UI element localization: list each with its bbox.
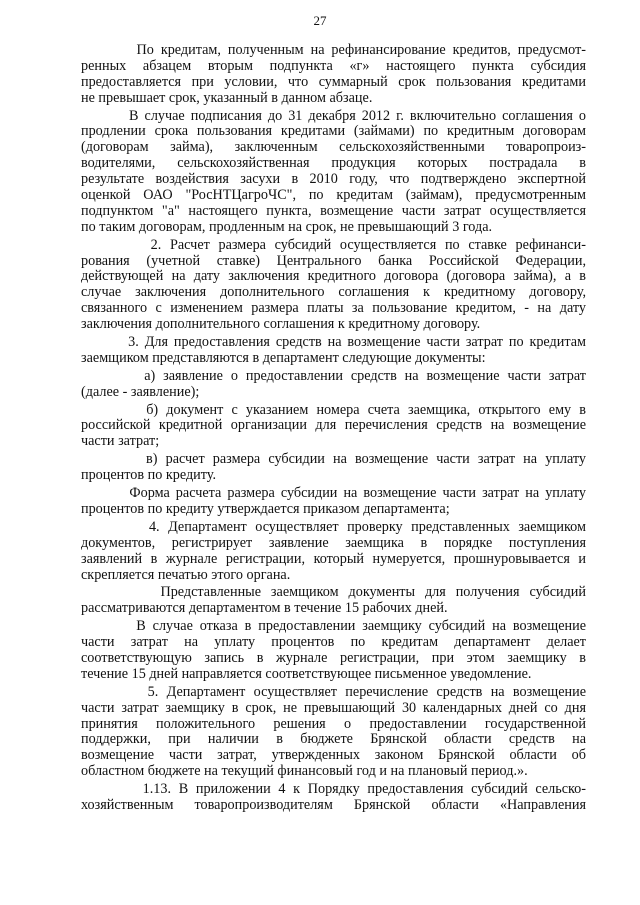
text-line: Форма расчета размера субсидии на возмещение части затрат на уплату	[81, 485, 586, 502]
text-line: заключения дополнительного соглашения к кредитному договору.	[81, 316, 481, 333]
text-line: результате воздействия засухи в 2010 году, что подтверждено экспертной	[81, 171, 586, 188]
text-line: подпунктом "а" настоящего пункта, возмещение части затрат осуществляется	[81, 202, 586, 219]
text-line: течение 15 дней направляется соответствующее письменное уведомление.	[81, 665, 532, 682]
text-line: В случае подписания до 31 декабря 2012 г. включительно соглашения о	[81, 107, 586, 124]
paragraph	[81, 335, 586, 367]
text-line: б) документ с указанием номера счета заемщика, открытого ему в	[81, 401, 586, 418]
paragraph	[81, 403, 586, 451]
paragraph	[81, 369, 586, 401]
text-line: части затрат на уплату процентов по кредитам департамент делает	[81, 634, 586, 651]
paragraph	[81, 782, 586, 814]
text-line: случае заключения дополнительного соглашения к кредитному договору,	[81, 284, 586, 301]
text-line: документов, регистрирует заявление заемщика в порядке поступления	[81, 534, 586, 551]
text-line: (договорам займа), заключенным сельскохозяйственными товаропроиз-	[81, 139, 586, 156]
page-number: 27	[313, 13, 327, 28]
paragraph	[81, 486, 586, 518]
text-line: хозяйственным товаропроизводителям Брянской области «Направления	[81, 796, 586, 813]
text-line: водителями, сельскохозяйственная продукция которых пострадала в	[81, 155, 586, 172]
paragraph	[81, 685, 586, 780]
text-line: предоставляется при условии, что суммарный срок пользования кредитами	[81, 73, 586, 90]
paragraph	[81, 109, 586, 236]
text-line: соответствующую запись в журнале регистрации, при этом заемщику в	[81, 649, 586, 666]
paragraph	[81, 43, 586, 107]
text-line: оценкой ОАО "РосНТЦагроЧС", по кредитам (займам), предусмотренным	[81, 187, 586, 204]
text-line: не превышает срок, указанный в данном абзаце.	[81, 89, 373, 106]
paragraph	[81, 585, 586, 617]
text-line: 4. Департамент осуществляет проверку представленных заемщиком	[81, 518, 586, 535]
text-line: связанного с изменением размера платы за пользование кредитом, - на дату	[81, 300, 586, 317]
text-line: поддержки, при наличии в бюджете Брянской области средств на	[81, 731, 586, 748]
text-line: части затрат заемщику в срок, не превышающий 30 календарных дней со дня	[81, 699, 586, 716]
text-line: по таким договорам, продленным на срок, не превышающий 3 года.	[81, 218, 493, 235]
text-line: процентов по кредиту.	[81, 467, 216, 484]
text-line: По кредитам, полученным на рефинансирование кредитов, предусмот-	[81, 42, 586, 58]
text-line: рассматриваются департаментом в течение 15 рабочих дней.	[81, 600, 448, 617]
document-body	[81, 43, 586, 816]
text-line: 2. Расчет размера субсидий осуществляется по ставке рефинанси-	[81, 236, 586, 253]
text-line: областном бюджете на текущий финансовый год и на плановый период.».	[81, 763, 528, 780]
text-line: российской кредитной организации для перечисления средств на возмещение	[81, 417, 586, 434]
text-line: заемщиком представляются в департамент следующие документы:	[81, 349, 486, 366]
text-line: в) расчет размера субсидии на возмещение части затрат на уплату	[81, 451, 586, 468]
text-line: 1.13. В приложении 4 к Порядку предоставления субсидий сельско-	[81, 781, 586, 798]
paragraph	[81, 619, 586, 683]
text-line: В случае отказа в предоставлении заемщику субсидий на возмещение	[81, 618, 586, 635]
text-line: Представленные заемщиком документы для получения субсидий	[81, 584, 586, 601]
text-line: заявлений в журнале регистрации, который нумеруется, прошнуровывается и	[81, 550, 586, 567]
text-line: возмещение части затрат, утвержденных законом Брянской области об	[81, 747, 586, 764]
text-line: процентов по кредиту утверждается приказом департамента;	[81, 500, 450, 517]
text-line: 5. Департамент осуществляет перечисление средств на возмещение	[81, 683, 586, 700]
text-line: продлении срока пользования кредитами (займами) по кредитным договорам	[81, 123, 586, 140]
text-line: (далее - заявление);	[81, 383, 200, 400]
text-line: а) заявление о предоставлении средств на возмещение части затрат	[81, 367, 586, 384]
text-line: принятия положительного решения о предоставлении государственной	[81, 715, 586, 732]
paragraph	[81, 238, 586, 333]
text-line: части затрат;	[81, 433, 160, 450]
text-line: 3. Для предоставления средств на возмещение части затрат по кредитам	[81, 334, 586, 351]
text-line: ренных абзацем вторым подпункта «г» настоящего пункта субсидия	[81, 57, 586, 74]
text-line: рования (учетной ставке) Центрального банка Российской Федерации,	[81, 252, 586, 269]
paragraph	[81, 452, 586, 484]
text-line: действующей на дату заключения кредитного договора (договора займа), а в	[81, 268, 586, 285]
text-line: скрепляется печатью этого органа.	[81, 566, 291, 583]
paragraph	[81, 520, 586, 584]
